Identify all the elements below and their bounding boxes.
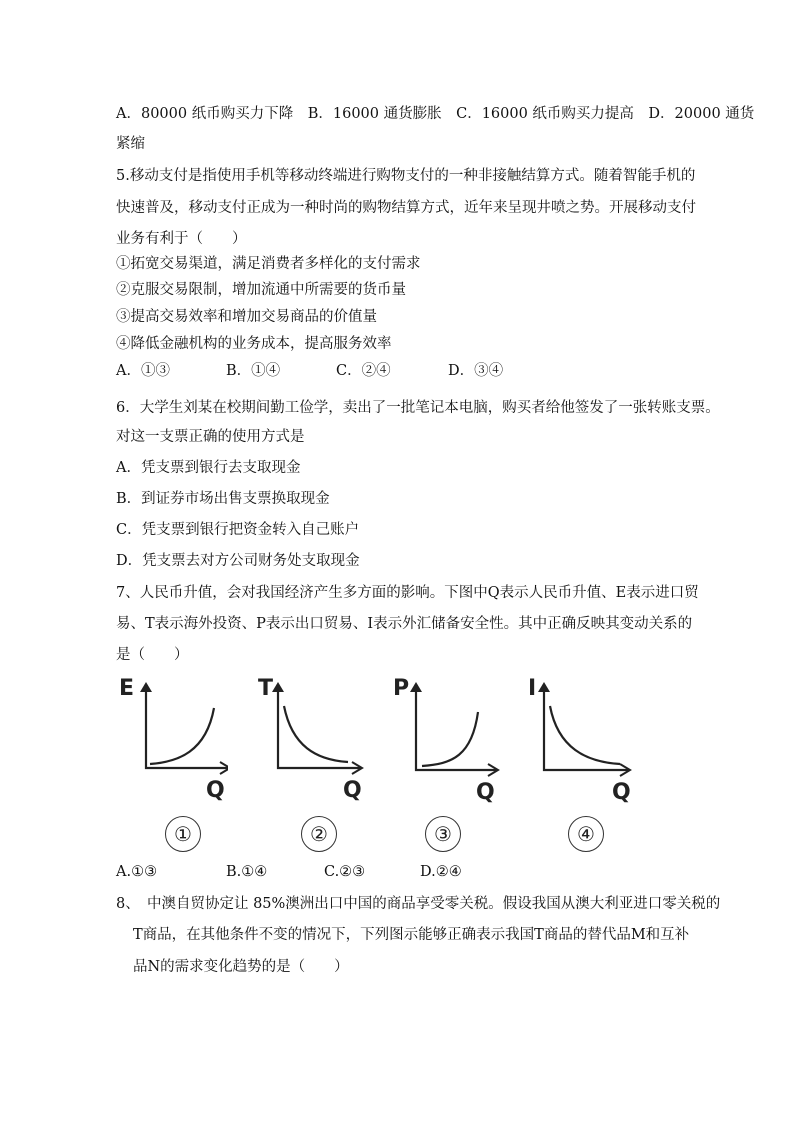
q6-option-d: D．凭支票去对方公司财务处支取现金 <box>116 553 360 569</box>
q7-graph-3-curve <box>422 712 478 766</box>
q6-stem-line1: 6．大学生刘某在校期间勤工俭学，卖出了一批笔记本电脑，购买者给他签发了一张转账支票。 <box>116 400 720 416</box>
q7-graph-2-ylabel: T <box>258 676 274 701</box>
q7-option-b: B.①④ <box>226 864 268 880</box>
q7-option-d: D.②④ <box>420 864 462 880</box>
q4-options-line2: 紧缩 <box>116 136 145 152</box>
q7-graph-2-number: ② <box>301 816 337 852</box>
q7-graph-2-xlabel: Q <box>343 778 362 803</box>
q5-stem-line2: 快速普及，移动支付正成为一种时尚的购物结算方式，近年来呈现井喷之势。开展移动支付 <box>116 200 696 216</box>
q7-graph-2-curve <box>284 706 348 762</box>
q7-stem-line3: 是（ ） <box>116 647 189 663</box>
q5-item-1: ①拓宽交易渠道，满足消费者多样化的支付需求 <box>116 256 421 272</box>
q4-options-line1: A．80000 纸币购买力下降 B．16000 通货膨胀 C．16000 纸币购买力提高 D．20000 通货 <box>116 106 755 122</box>
q5-option-c: C．②④ <box>336 363 391 379</box>
q7-graph-4-axes <box>524 676 634 786</box>
q7-options <box>116 862 462 882</box>
q7-graph-1-ylabel: E <box>119 676 135 701</box>
q8-stem-line1: 8、 中澳自贸协定让 85%澳洲出口中国的商品享受零关税。假设我国从澳大利亚进口零关税的 <box>116 896 721 912</box>
q5-option-b: B．①④ <box>226 363 281 379</box>
q7-option-c: C.②③ <box>324 864 366 880</box>
q5-item-3: ③提高交易效率和增加交易商品的价值量 <box>116 309 377 325</box>
q7-graph-3-ylabel: P <box>393 676 410 701</box>
q6-stem-line2: 对这一支票正确的使用方式是 <box>116 429 305 445</box>
q5-option-a: A．①③ <box>116 363 170 379</box>
q5-options <box>116 361 503 381</box>
q5-item-4: ④降低金融机构的业务成本，提高服务效率 <box>116 336 392 352</box>
q7-graph-4-xlabel: Q <box>612 780 631 805</box>
q8-stem-line3: 品N的需求变化趋势的是（ ） <box>133 959 349 975</box>
q7-graph-2 <box>256 676 366 803</box>
q7-graph-3-xlabel: Q <box>476 780 495 805</box>
q7-graph-4-number: ④ <box>568 816 604 852</box>
q7-graph-1-number: ① <box>165 816 201 852</box>
q5-item-2: ②克服交易限制，增加流通中所需要的货币量 <box>116 282 406 298</box>
q6-option-c: C．凭支票到银行把资金转入自己账户 <box>116 522 360 538</box>
q7-graph-1-curve <box>150 708 214 764</box>
q7-stem-line1: 7、人民币升值，会对我国经济产生多方面的影响。下图中Q表示人民币升值、E表示进口贸 <box>116 585 699 601</box>
q7-graph-3 <box>392 676 502 805</box>
q7-graph-4-curve <box>550 706 620 764</box>
q7-graph-1-axes <box>118 676 228 786</box>
q6-option-b: B．到证券市场出售支票换取现金 <box>116 491 330 507</box>
q7-graph-1-xlabel: Q <box>206 778 225 803</box>
q5-option-d: D．③④ <box>448 363 504 379</box>
q7-stem-line2: 易、T表示海外投资、P表示出口贸易、I表示外汇储备安全性。其中正确反映其变动关系的 <box>116 616 693 632</box>
q7-graph-4 <box>524 676 634 805</box>
q5-stem-line1: 5.移动支付是指使用手机等移动终端进行购物支付的一种非接触结算方式。随着智能手机的 <box>116 168 696 184</box>
q7-graph-4-ylabel: I <box>528 676 537 701</box>
q7-graph-3-number: ③ <box>425 816 461 852</box>
q7-graph-1 <box>118 676 228 803</box>
q5-stem-line3: 业务有利于（ ） <box>116 231 247 247</box>
q8-stem-line2: T商品，在其他条件不变的情况下，下列图示能够正确表示我国T商品的替代品M和互补 <box>133 927 690 943</box>
q7-option-a: A.①③ <box>116 864 158 880</box>
q6-option-a: A．凭支票到银行去支取现金 <box>116 460 301 476</box>
